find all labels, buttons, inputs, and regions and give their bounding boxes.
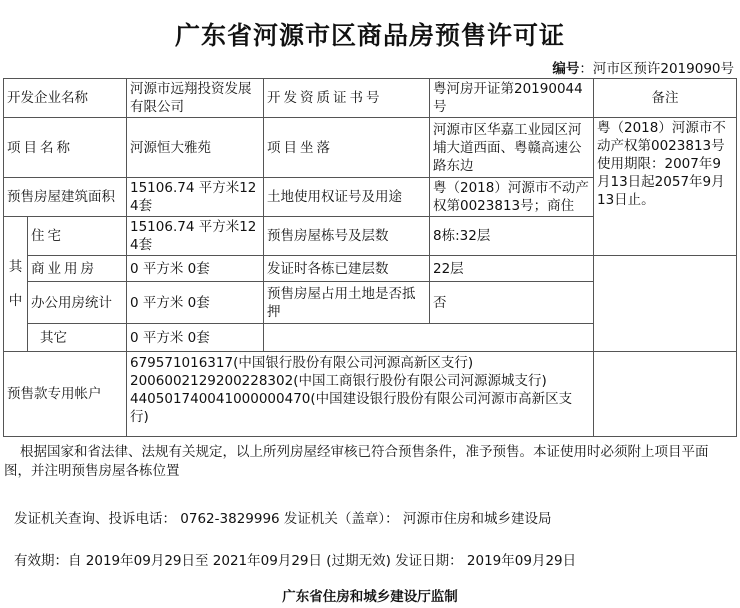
certificate-number <box>552 57 734 77</box>
certificate-table <box>3 78 737 437</box>
table-row <box>4 118 737 178</box>
project-value: 河源恒大雅苑 <box>127 118 264 178</box>
account-label: 预售款专用帐户 <box>4 352 127 437</box>
area-label: 预售房屋建筑面积 <box>4 178 127 217</box>
location-label: 项目坐落 <box>264 118 430 178</box>
building-value: 8栋:32层 <box>430 217 594 256</box>
project-label: 项目名称 <box>4 118 127 178</box>
qizhong-char-2: 中 <box>8 293 23 309</box>
residential-label: 住宅 <box>28 217 127 256</box>
certificate-title: 广东省河源市区商品房预售许可证 <box>174 21 565 50</box>
qizhong-label <box>4 217 28 352</box>
qualification-value: 粤河房开证第20190044号 <box>430 79 594 118</box>
developer-value: 河源市远翔投资发展有限公司 <box>127 79 264 118</box>
supervisor-line: 广东省住房和城乡建设厅监制 <box>282 589 458 605</box>
qualification-label: 开发资质证书号 <box>264 79 430 118</box>
mortgage-value: 否 <box>430 282 594 324</box>
floors-label: 发证时各栋已建层数 <box>264 256 430 282</box>
developer-label: 开发企业名称 <box>4 79 127 118</box>
account-list <box>127 352 594 437</box>
remark-value: 粤（2018）河源市不动产权第0023813号使用期限：2007年9月13日起2057年9月13日止。 <box>594 118 737 256</box>
account-item: 679571016317(中国银行股份有限公司河源高新区支行) <box>130 355 474 371</box>
remark-label: 备注 <box>594 79 737 118</box>
mortgage-label: 预售房屋占用土地是否抵押 <box>264 282 430 324</box>
other-value: 0 平方米 0套 <box>127 324 264 352</box>
table-row <box>4 352 737 437</box>
number-label: 编号 <box>552 61 580 77</box>
account-item: 440501740041000000470(中国建设银行股份有限公司河源市高新区支行) <box>130 391 573 425</box>
other-label: 其它 <box>28 324 127 352</box>
building-label: 预售房屋栋号及层数 <box>264 217 430 256</box>
validity-line: 有效期：自 2019年09月29日至 2021年09月29日 (过期无效) 发证日期： 2019年09月29日 <box>14 553 577 569</box>
blank-cell <box>594 352 737 437</box>
office-value: 0 平方米 0套 <box>127 282 264 324</box>
table-row <box>4 256 737 282</box>
table-row <box>4 79 737 118</box>
hotline-line: 发证机关查询、投诉电话： 0762-3829996 发证机关（盖章）： 河源市住房和城乡建设局 <box>14 511 552 527</box>
residential-value: 15106.74 平方米124套 <box>127 217 264 256</box>
land-label: 土地使用权证号及用途 <box>264 178 430 217</box>
approval-statement: 根据国家和省法律、法规有关规定，以上所列房屋经审核已符合预售条件，准予预售。本证使用时必须附上项目平面图，并注明预售房屋各栋位置 <box>4 444 709 479</box>
blank-cell <box>594 256 737 352</box>
land-value: 粤（2018）河源市不动产权第0023813号；商住 <box>430 178 594 217</box>
qizhong-char-1: 其 <box>8 259 23 275</box>
commercial-value: 0 平方米 0套 <box>127 256 264 282</box>
floors-value: 22层 <box>430 256 594 282</box>
office-label: 办公用房统计 <box>28 282 127 324</box>
area-value: 15106.74 平方米124套 <box>127 178 264 217</box>
number-value: ：河市区预许2019090号 <box>579 61 734 77</box>
location-value: 河源市区华嘉工业园区河埔大道西面、粤赣高速公路东边 <box>430 118 594 178</box>
account-item: 2006002129200228302(中国工商银行股份有限公司河源源城支行) <box>130 373 547 389</box>
blank-cell <box>264 324 594 352</box>
commercial-label: 商业用房 <box>28 256 127 282</box>
